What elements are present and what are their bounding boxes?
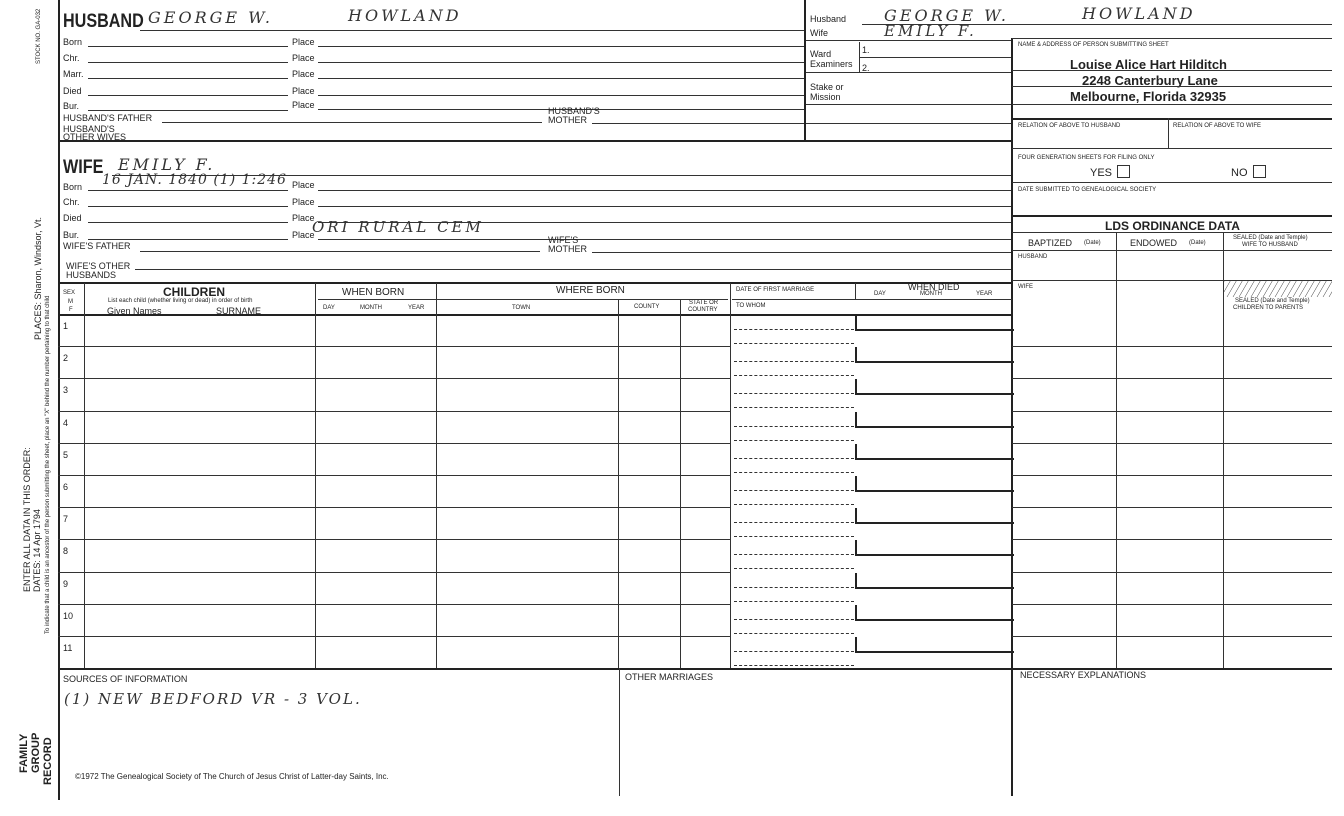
child-row-number: 1 [63,321,69,331]
sex-label: SEX [63,290,76,296]
four-gen-label: FOUR GENERATION SHEETS FOR FILING ONLY [1018,155,1155,161]
submitter-line-3 [1012,104,1332,105]
child-row-number: 11 [63,643,73,653]
died-year-label: YEAR [976,291,993,297]
husband-marr-place-label: Place [292,69,315,79]
born-day-label: DAY [323,305,335,311]
marriage-dash-line-2 [734,536,854,537]
other-marriages-label: OTHER MARRIAGES [625,672,714,682]
wife-born-date[interactable]: 16 JAN. 1840 (1) 1:246 [102,172,287,188]
sealed-children-label-2: CHILDREN TO PARENTS [1233,305,1304,311]
marriage-dash-line [734,554,854,555]
died-bracket[interactable] [855,540,1014,556]
wife-chr-place-line[interactable] [318,206,1012,207]
husband-chr-place-line[interactable] [318,62,805,63]
lds-title-bottom [1012,232,1332,233]
child-row[interactable] [58,412,1012,444]
marriage-dash-line [734,393,854,394]
husband-bur-label: Bur. [63,101,80,111]
wife-other-husbands-label-2: HUSBANDS [66,270,117,280]
enter-order-label: ENTER ALL DATA IN THIS ORDER: [22,447,32,592]
child-row-number: 6 [63,482,69,492]
examiners-label: Examiners [810,59,853,69]
col-when-died-head [855,283,856,299]
wife-died-line[interactable] [88,222,288,223]
submitter-line-2 [1012,86,1332,87]
lds-child-row-line [1012,604,1332,605]
marriage-dash-line [734,458,854,459]
dates-example: DATES: 14 Apr 1794 [32,509,42,592]
lds-child-row-line [1012,572,1332,573]
lds-top [1012,215,1332,217]
husband-name-first[interactable]: GEORGE W. [148,8,273,27]
died-bracket[interactable] [855,315,1014,331]
town-label: TOWN [512,305,531,311]
husband-other-wives-label-1: HUSBAND'S [63,124,115,134]
given-names-label: Given Names [107,306,162,316]
tr-wife-line [806,40,1012,41]
died-bracket[interactable] [855,476,1014,492]
husband-marr-line[interactable] [88,78,288,79]
form-title-group: GROUP [30,732,42,773]
husband-name-line [140,30,805,31]
mission-label: Mission [810,92,841,102]
died-month-label: MONTH [920,291,942,297]
child-row[interactable] [58,444,1012,476]
wife-born-line[interactable] [88,190,288,191]
stake-line[interactable] [806,104,1012,105]
husband-block-bottom [58,140,1012,142]
child-row-number: 9 [63,578,69,589]
submitter-line-1 [1012,70,1332,71]
copyright-notice: ©1972 The Genealogical Society of The Church of Jesus Christ of Latter-day Saints, Inc. [75,772,389,781]
sex-f-label: F [69,307,73,313]
husband-father-label: HUSBAND'S FATHER [63,113,153,123]
child-row[interactable] [58,379,1012,411]
child-row[interactable] [58,508,1012,540]
lds-child-row-line [1012,443,1332,444]
died-bracket[interactable] [855,347,1014,363]
marriage-dash-line-2 [734,665,854,666]
lds-child-row-line [1012,411,1332,412]
lds-husband-label: HUSBAND [1018,254,1048,260]
wife-mother-line[interactable] [592,252,1012,253]
husband-chr-place-label: Place [292,53,315,63]
husband-mother-line[interactable] [592,123,1012,124]
when-born-sub-line [318,299,728,300]
husband-heading: HUSBAND [63,11,144,32]
husband-chr-label: Chr. [63,53,80,63]
child-row-number: 10 [63,610,74,621]
lds-child-row-line [1012,636,1332,637]
children-instruction: List each child (whether living or dead) in order of birth [108,298,253,304]
necessary-explanations-label: NECESSARY EXPLANATIONS [1020,670,1147,680]
marriage-dash-line [734,426,854,427]
child-row-number: 8 [63,546,69,557]
marriage-dash-line [734,361,854,362]
marriage-dash-line-2 [734,440,854,441]
sources-entry[interactable]: (1) NEW BEDFORD VR - 3 VOL. [64,690,362,708]
form-title-record: RECORD [42,737,54,785]
child-row[interactable] [58,573,1012,605]
husband-died-line[interactable] [88,95,288,96]
examiners-bottom[interactable] [806,72,1012,73]
child-row[interactable] [58,347,1012,379]
died-bracket[interactable] [855,379,1014,395]
surname-label: SURNAME [216,306,262,316]
children-heading: CHILDREN [163,285,225,299]
when-died-label: WHEN DIED [908,282,960,292]
yes-checkbox[interactable] [1117,165,1130,178]
lds-col-2 [1223,232,1224,668]
husband-died-place-line[interactable] [318,95,805,96]
died-bracket[interactable] [855,508,1014,524]
wife-mother-label-1: WIFE'S [548,235,579,245]
ward-label: Ward [810,49,832,59]
wife-bur-place[interactable]: ORI RURAL CEM [312,218,484,236]
marriage-dash-line-2 [734,504,854,505]
wife-died-label: Died [63,213,82,223]
marriage-dash-line-2 [734,343,854,344]
relation-divider [1168,118,1169,148]
submitter-name[interactable]: Louise Alice Hart Hilditch [1070,57,1227,72]
submitter-street[interactable]: 2248 Canterbury Lane [1082,73,1218,88]
died-bracket[interactable] [855,444,1014,460]
ancestor-instruction: To indicate that a child is an ancestor of the person submitting the sheet, place an "X" behind the number pertaining to that child [45,295,51,634]
marriage-dash-line-2 [734,407,854,408]
wife-name[interactable]: EMILY F. [118,155,216,174]
husband-other-wives-label-2: OTHER WIVES [63,132,127,142]
marriage-sub-line [732,299,1012,300]
places-example: PLACES: Sharon, Windsor, Vt. [33,216,43,340]
wife-died-place-label: Place [292,213,315,223]
child-row-number: 3 [63,385,69,396]
wife-chr-place-label: Place [292,197,315,207]
wife-father-line[interactable] [140,251,540,252]
submitter-top [1012,38,1332,39]
child-row[interactable] [58,315,1012,347]
lds-child-row-line [1012,507,1332,508]
lds-child-row-line [1012,475,1332,476]
state-label-2: COUNTRY [688,307,718,313]
wife-born-place-line[interactable] [318,190,1012,191]
child-row[interactable] [58,605,1012,637]
lds-wife-label: WIFE [1018,284,1033,290]
examiner-2: 2. [862,63,870,73]
lds-col-1 [1116,232,1117,668]
born-month-label: MONTH [360,305,382,311]
tr-husband-first[interactable]: GEORGE W. [884,6,1009,25]
date-submitted-label: DATE SUBMITTED TO GENEALOGICAL SOCIETY [1018,187,1157,193]
stock-number: STOCK NO. GA-032 [36,8,42,64]
husband-marr-label: Marr. [63,69,84,79]
husband-mother-label-2: MOTHER [548,115,587,125]
child-row-number: 5 [63,449,69,460]
state-label-1: STATE OR [689,300,719,306]
sealed-children-label-1: SEALED (Date and Temple) [1235,298,1310,304]
husband-mother-label-1: HUSBAND'S [548,106,600,116]
died-bracket[interactable] [855,605,1014,621]
to-whom-label: TO WHOM [736,303,766,309]
wife-mother-label-2: MOTHER [548,244,587,254]
submitter-city[interactable]: Melbourne, Florida 32935 [1070,89,1227,104]
wife-other-husbands-label-1: WIFE'S OTHER [66,261,131,271]
relation-bottom [1012,148,1332,149]
husband-bur-place-label: Place [292,100,315,110]
yes-label: YES [1090,167,1113,179]
wife-bur-label: Bur. [63,230,80,240]
sealed-wife-label-1: SEALED (Date and Temple) [1233,235,1308,241]
marriage-dash-line [734,522,854,523]
sex-m-label: M [68,299,73,305]
wife-bur-line[interactable] [88,239,288,240]
died-bracket[interactable] [855,637,1014,653]
examiner-1: 1. [862,45,870,55]
tr-husband-last[interactable]: HOWLAND [1082,4,1196,23]
form-title-family: FAMILY [18,733,30,773]
sealed-wife-label-2: WIFE TO HUSBAND [1242,242,1298,248]
four-gen-bottom [1012,182,1332,183]
husband-chr-line[interactable] [88,62,288,63]
marriage-dash-line [734,651,854,652]
lds-child-row-line [1012,346,1332,347]
died-bracket[interactable] [855,573,1014,589]
where-born-label: WHERE BORN [556,285,625,296]
child-row-number: 7 [63,514,69,525]
marriage-dash-line-2 [734,568,854,569]
husband-born-place-label: Place [292,37,315,47]
hatched-box [1224,281,1332,297]
died-bracket[interactable] [855,412,1014,428]
relation-top [1012,118,1332,120]
husband-died-place-label: Place [292,86,315,96]
wife-chr-line[interactable] [88,206,288,207]
husband-father-line[interactable] [162,122,542,123]
marriage-dash-line-2 [734,601,854,602]
endowed-date-label: (Date) [1189,240,1206,246]
child-row-number: 2 [63,353,69,364]
marriage-dash-line [734,587,854,588]
died-day-label: DAY [874,291,886,297]
baptized-label: BAPTIZED [1028,238,1073,248]
relation-husband-label: RELATION OF ABOVE TO HUSBAND [1018,123,1121,129]
husband-born-line[interactable] [88,46,288,47]
first-marriage-label: DATE OF FIRST MARRIAGE [736,287,815,293]
wife-bur-place-label: Place [292,230,315,240]
stake-label: Stake or [810,82,844,92]
wife-block-bottom [58,282,1012,284]
marriage-dash-line-2 [734,472,854,473]
no-checkbox[interactable] [1253,165,1266,178]
marriage-dash-line-2 [734,375,854,376]
wife-heading: WIFE [63,157,104,178]
marriage-dash-line [734,490,854,491]
sources-label: SOURCES OF INFORMATION [63,674,188,684]
wife-bur-place-line[interactable] [318,239,1012,240]
wife-father-label: WIFE'S FATHER [63,241,131,251]
child-row-number: 4 [63,417,69,428]
submitter-label: NAME & ADDRESS OF PERSON SUBMITTING SHEET [1018,42,1169,48]
lds-title: LDS ORDINANCE DATA [1105,219,1240,233]
husband-name-last[interactable]: HOWLAND [348,6,462,25]
child-row[interactable] [58,637,1012,669]
wife-born-label: Born [63,182,83,192]
baptized-date-label: (Date) [1084,240,1101,246]
right-panel-left-border [804,0,806,141]
sources-divider [619,668,620,796]
wife-born-place-label: Place [292,180,315,190]
husband-marr-place-line[interactable] [318,78,805,79]
child-row[interactable] [58,540,1012,572]
wife-chr-label: Chr. [63,197,80,207]
lds-child-row-line [1012,378,1332,379]
lds-child-row-line [1012,539,1332,540]
husband-born-label: Born [63,37,83,47]
marriage-dash-line [734,329,854,330]
husband-died-label: Died [63,86,82,96]
lds-header-bottom [1012,250,1332,251]
tr-wife-label: Wife [810,28,828,38]
wife-other-husbands-line[interactable] [135,269,1012,270]
when-born-label: WHEN BORN [342,287,405,298]
husband-bur-line[interactable] [88,110,288,111]
husband-born-place-line[interactable] [318,46,805,47]
marriage-dash-line-2 [734,633,854,634]
county-label: COUNTY [634,304,660,310]
examiner-1-line[interactable] [860,57,1012,58]
tr-wife-name[interactable]: EMILY F. [884,22,977,40]
tr-husband-label: Husband [810,14,847,24]
child-row[interactable] [58,476,1012,508]
no-label: NO [1231,167,1248,179]
relation-wife-label: RELATION OF ABOVE TO WIFE [1173,123,1262,129]
marriage-dash-line [734,619,854,620]
born-year-label: YEAR [408,305,425,311]
endowed-label: ENDOWED [1130,238,1177,248]
